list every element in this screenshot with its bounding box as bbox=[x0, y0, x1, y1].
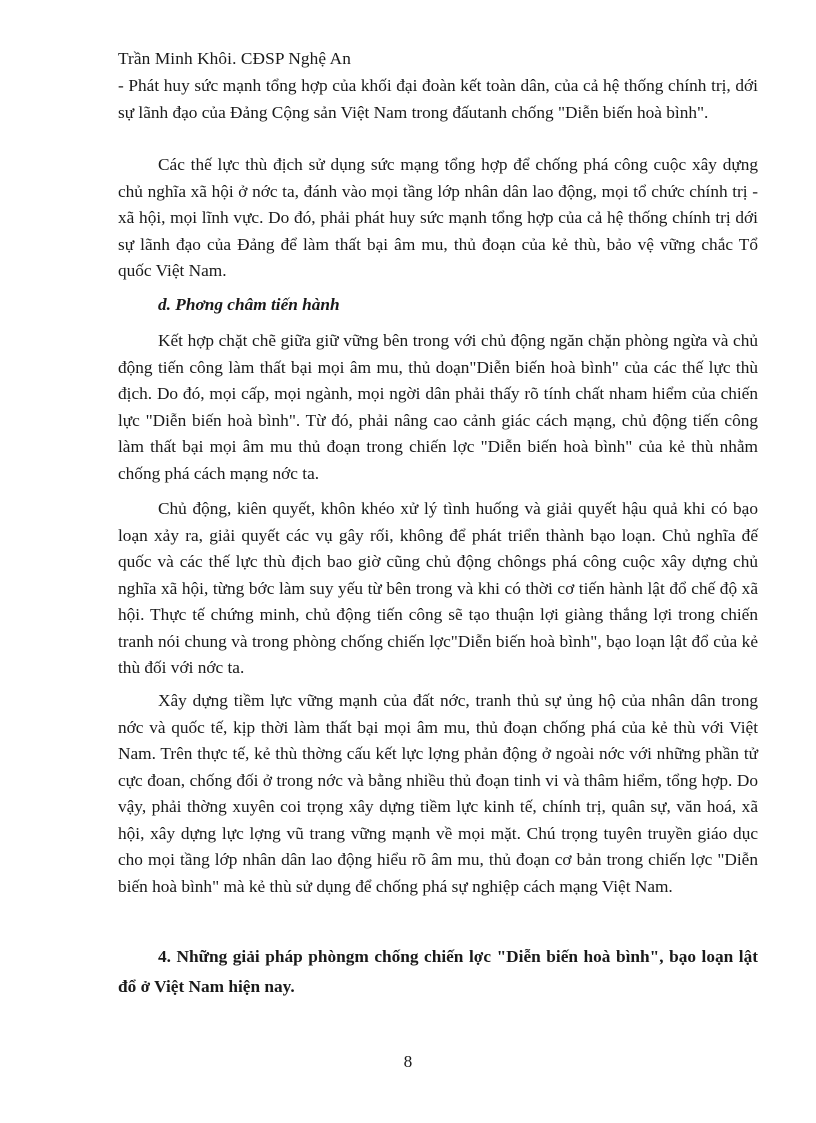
paragraph-2: Các thế lực thù địch sử dụng sức mạng tổng hợp để chống phá công cuộc xây dựng chủ nghĩa xã hội ở nớc ta, đánh vào mọi tầng lớp nhân dân lao động, mọi tổ chức chính trị - xã hội, mọi lĩnh vực. Do đó, phải phát huy sức mạnh tổng hợp của cả hệ thống chính trị dới sự lãnh đạo của Đảng để làm thất bại âm mu, thủ đoạn của kẻ thù, bảo vệ vững chắc Tổ quốc Việt Nam. bbox=[118, 155, 758, 280]
section-heading: 4. Những giải pháp phòngm chống chiến lợc "Diễn biến hoà bình", bạo loạn lật đổ ở Việt Nam hiện nay. bbox=[118, 947, 758, 996]
paragraph-3: Kết hợp chặt chẽ giữa giữ vững bên trong với chủ động ngăn chặn phòng ngừa và chủ động tiến công làm thất bại mọi âm mu, thủ doạn"Diễn biến hoà bình" của các thế lực thù địch. Do đó, mọi cấp, mọi ngành, mọi ngời dân phải thấy rõ tính chất nham hiểm của chiến lực "Diễn biến hoà bình". Từ đó, phải nâng cao cảnh giác cách mạng, chủ động tiến công làm thất bại mọi âm mu thủ đoạn trong chiến lợc "Diễn biến hoà bình" của kẻ thù nhằm chống phá cách mạng nớc ta. bbox=[118, 331, 758, 483]
paragraph-5: Xây dựng tiềm lực vững mạnh của đất nớc, tranh thủ sự ủng hộ của nhân dân trong nớc và quốc tế, kịp thời làm thất bại mọi âm mu, thủ đoạn chống phá của kẻ thù với Việt Nam. Trên thực tế, kẻ thù thờng cấu kết lực lợng phản động ở ngoài nớc với những phần tử cực đoan, chống đối ở trong nớc và bằng nhiều thủ đoạn tinh vi và thâm hiểm, tổng hợp. Do vậy, phải thờng xuyên coi trọng xây dựng tiềm lực kinh tế, chính trị, quân sự, văn hoá, xã hội, xây dựng lực lợng vũ trang vững mạnh về mọi mặt. Chú trọng tuyên truyền giáo dục cho mọi tầng lớp nhân dân lao động hiểu rõ âm mu, thủ đoạn cơ bản trong chiến lợc "Diễn biến hoà bình" mà kẻ thù sử dụng để chống phá sự nghiệp cách mạng Việt Nam. bbox=[118, 691, 758, 896]
paragraph-4: Chủ động, kiên quyết, khôn khéo xử lý tình huống và giải quyết hậu quả khi có bạo loạn xảy ra, giải quyết các vụ gây rối, không để phát triển thành bạo loạn. Chủ nghĩa đế quốc và các thế lực thù địch bao giờ cũng chủ động chôngs phá công cuộc xây dựng chủ nghĩa xã hội, từng bớc làm suy yếu từ bên trong và khi có thời cơ tiến hành lật đổ chế độ xã hội. Thực tế chứng minh, chủ động tiến công sẽ tạo thuận lợi giàng thắng lợi trong chiến tranh nói chung và trong phòng chống chiến lợc"Diễn biến hoà bình", bạo loạn lật đổ của kẻ thù đối với nớc ta. bbox=[118, 499, 758, 677]
page-number: 8 bbox=[403, 1052, 413, 1071]
subheading: d. Phơng châm tiến hành bbox=[158, 295, 340, 314]
running-header: Trần Minh Khôi. CĐSP Nghệ An bbox=[118, 49, 351, 68]
paragraph-1: - Phát huy sức mạnh tổng hợp của khối đại đoàn kết toàn dân, của cả hệ thống chính trị, dới sự lãnh đạo của Đảng Cộng sản Việt Nam trong đấutanh chống "Diễn biến hoà bình". bbox=[118, 76, 758, 122]
